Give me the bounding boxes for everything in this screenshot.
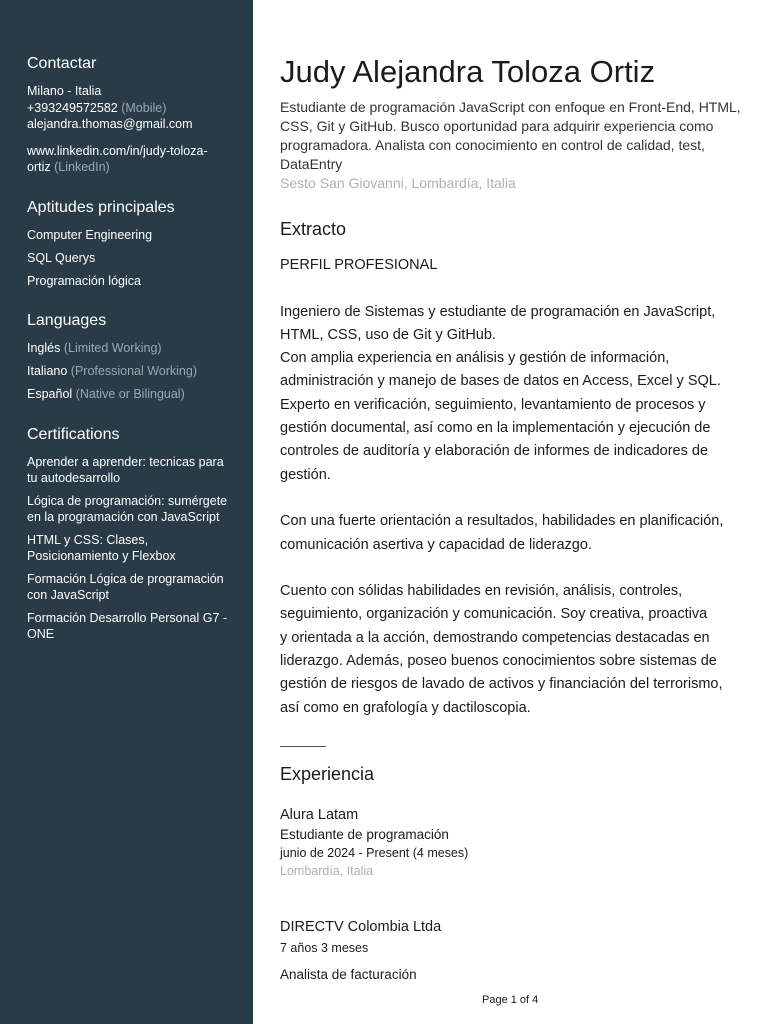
job-company: DIRECTV Colombia Ltda xyxy=(280,919,442,935)
experience-item xyxy=(280,806,468,880)
summary-line: Con una fuerte orientación a resultados, habilidades en planificación, xyxy=(280,513,724,530)
summary-line: gestión. xyxy=(280,466,331,483)
summary-heading: Extracto xyxy=(280,219,347,239)
language-name: Inglés xyxy=(27,341,61,355)
certification-line: Formación Lógica de programación xyxy=(27,571,224,586)
summary-blank-line xyxy=(280,557,748,580)
contact-phone-type: (Mobile) xyxy=(121,100,167,115)
linkedin-link-line2-text[interactable]: ortiz xyxy=(27,160,51,174)
summary-line: seguimiento, organización y comunicación. Soy creativa, proactiva xyxy=(280,606,708,623)
experience-heading: Experiencia xyxy=(280,764,375,784)
skill-item: SQL Querys xyxy=(27,250,96,265)
languages-section xyxy=(27,311,239,403)
summary-line: administración y manejo de bases de datos en Access, Excel y SQL. xyxy=(280,373,721,390)
language-item xyxy=(27,363,239,380)
certification-line: HTML y CSS: Clases, xyxy=(27,532,149,547)
experience-item xyxy=(280,918,441,984)
linkedin-type: (LinkedIn) xyxy=(54,160,110,174)
certification-item xyxy=(27,571,239,604)
language-level: (Limited Working) xyxy=(63,341,162,355)
page-number: Page 1 of 4 xyxy=(482,994,539,1006)
certification-item xyxy=(27,454,239,487)
summary-line: HTML, CSS, uso de Git y GitHub. xyxy=(280,326,496,343)
summary-line: gestión de riesgos de lavado de activos y financiación del terrorismo, xyxy=(280,676,723,693)
job-dates: 7 años 3 meses xyxy=(280,941,369,955)
certification-line: con JavaScript xyxy=(27,588,109,602)
skill-item: Computer Engineering xyxy=(27,227,153,242)
language-level: (Native or Bilingual) xyxy=(75,387,185,401)
language-name: Italiano xyxy=(27,364,68,378)
summary-blank-line xyxy=(280,277,748,300)
certification-line: en la programación con JavaScript xyxy=(27,510,220,524)
main-content xyxy=(280,0,748,1024)
job-role: Estudiante de programación xyxy=(280,827,449,842)
language-name: Español xyxy=(27,387,73,401)
skills-section xyxy=(27,198,239,290)
candidate-location: Sesto San Giovanni, Lombardía, Italia xyxy=(280,175,516,191)
summary-line: Ingeniero de Sistemas y estudiante de programación en JavaScript, xyxy=(280,303,716,320)
contact-section xyxy=(27,54,239,133)
certification-line: Formación Desarrollo Personal G7 - xyxy=(27,610,228,625)
job-company: Alura Latam xyxy=(280,807,359,823)
summary-line: comunicación asertiva y capacidad de liderazgo. xyxy=(280,536,592,553)
summary-line: Cuento con sólidas habilidades en revisión, análisis, controles, xyxy=(280,583,683,600)
language-item xyxy=(27,386,239,403)
job-dates: junio de 2024 - Present (4 meses) xyxy=(280,846,469,860)
certification-line: Lógica de programación: sumérgete xyxy=(27,493,228,508)
summary-line: Experto en verificación, seguimiento, levantamiento de procesos y xyxy=(280,396,706,413)
section-divider xyxy=(280,746,326,747)
language-level: (Professional Working) xyxy=(70,364,197,378)
linkedin-section xyxy=(27,143,239,176)
summary-line: controles de auditoría y elaboración de informes de indicadores de xyxy=(280,443,709,460)
certification-item xyxy=(27,610,239,643)
contact-phone[interactable]: +393249572582 xyxy=(27,100,118,115)
summary-line: Con amplia experiencia en análisis y gestión de información, xyxy=(280,350,670,367)
candidate-name: Judy Alejandra Toloza Ortiz xyxy=(280,54,656,89)
languages-heading: Languages xyxy=(27,312,107,329)
contact-location: Milano - Italia xyxy=(27,84,102,98)
certification-line: Posicionamiento y Flexbox xyxy=(27,549,176,563)
contact-phone-line xyxy=(27,100,239,117)
skills-heading: Aptitudes principales xyxy=(27,198,175,216)
summary-line: gestión documental, así como en la implementación y ejecución de xyxy=(280,420,711,437)
candidate-tagline: Estudiante de programación JavaScript con enfoque en Front-End, HTML, CSS, Git y GitHub. Busco oportunidad para adquirir experiencia como programadora. Analista con conocimiento en control de calidad, test, DataEntry xyxy=(280,99,741,172)
skill-item: Programación lógica xyxy=(27,273,141,288)
summary-blank-line xyxy=(280,487,748,510)
certification-item xyxy=(27,532,239,565)
linkedin-link-line2 xyxy=(27,159,239,176)
summary-text xyxy=(280,254,748,720)
job-location: Lombardía, Italia xyxy=(280,864,374,878)
linkedin-link-line1[interactable]: www.linkedin.com/in/judy-toloza- xyxy=(27,143,208,158)
summary-line: así como en grafología y dactiloscopia. xyxy=(280,699,531,716)
language-item xyxy=(27,340,239,357)
certifications-section xyxy=(27,425,239,643)
certification-line: tu autodesarrollo xyxy=(27,471,121,485)
contact-email[interactable]: alejandra.thomas@gmail.com xyxy=(27,117,193,131)
contact-heading: Contactar xyxy=(27,55,97,72)
sidebar xyxy=(0,0,253,1024)
certification-item xyxy=(27,493,239,526)
certifications-heading: Certifications xyxy=(27,425,120,443)
certification-line: ONE xyxy=(27,627,55,641)
summary-line: y orientada a la acción, demostrando competencias destacadas en xyxy=(280,629,710,646)
job-role: Analista de facturación xyxy=(280,967,417,982)
certification-line: Aprender a aprender: tecnicas para xyxy=(27,454,224,469)
summary-line: PERFIL PROFESIONAL xyxy=(280,257,438,273)
summary-line: liderazgo. Además, poseo buenos conocimientos sobre sistemas de xyxy=(280,653,717,670)
